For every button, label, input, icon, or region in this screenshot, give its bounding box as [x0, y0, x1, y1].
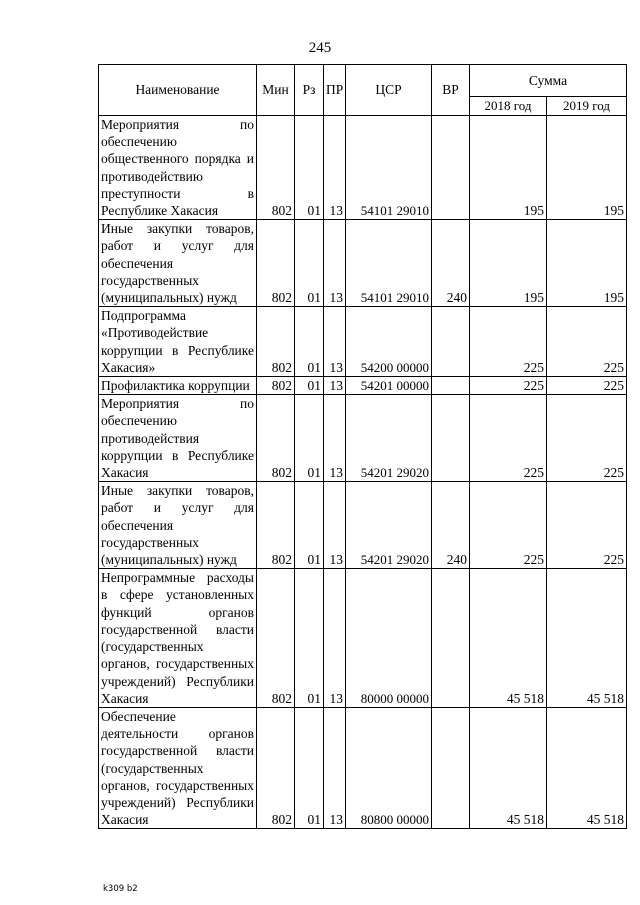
budget-table: [98, 64, 627, 829]
row-name: Мероприятия по обеспечению противодействия коррупции в Республике Хакасия: [99, 395, 257, 482]
row-min: 802: [257, 220, 295, 307]
row-pr: 13: [324, 307, 346, 377]
row-pr: 13: [324, 220, 346, 307]
row-name: Профилактика коррупции: [99, 377, 257, 395]
table-row: [99, 377, 627, 395]
row-vr: 240: [432, 482, 470, 569]
row-sum-2018: 195: [470, 116, 547, 220]
header-sum: Сумма: [470, 65, 627, 97]
row-rz: 01: [295, 569, 324, 708]
table-row: [99, 220, 627, 307]
row-csr: 54101 29010: [346, 116, 432, 220]
row-sum-2018: 225: [470, 307, 547, 377]
row-rz: 01: [295, 220, 324, 307]
table-row: [99, 395, 627, 482]
row-sum-2019: 45 518: [547, 707, 627, 828]
row-name: Подпрограмма «Противодействие коррупции в Республике Хакасия»: [99, 307, 257, 377]
row-min: 802: [257, 569, 295, 708]
page-number: 245: [308, 40, 332, 56]
row-sum-2018: 195: [470, 220, 547, 307]
row-vr: [432, 116, 470, 220]
row-sum-2019: 225: [547, 482, 627, 569]
row-pr: 13: [324, 377, 346, 395]
row-rz: 01: [295, 395, 324, 482]
row-csr: 54201 29020: [346, 482, 432, 569]
row-sum-2018: 225: [470, 482, 547, 569]
table-row: [99, 307, 627, 377]
row-csr: 80000 00000: [346, 569, 432, 708]
row-pr: 13: [324, 116, 346, 220]
row-csr: 80800 00000: [346, 707, 432, 828]
row-pr: 13: [324, 569, 346, 708]
row-vr: [432, 395, 470, 482]
header-year-2019: 2019 год: [547, 97, 627, 116]
row-rz: 01: [295, 377, 324, 395]
row-csr: 54200 00000: [346, 307, 432, 377]
row-name: Иные закупки товаров, работ и услуг для обеспечения государственных (муниципальных) нужд: [99, 220, 257, 307]
table-header-row: [99, 65, 627, 97]
row-name: Иные закупки товаров, работ и услуг для обеспечения государственных (муниципальных) нужд: [99, 482, 257, 569]
row-rz: 01: [295, 707, 324, 828]
row-min: 802: [257, 116, 295, 220]
row-sum-2018: 225: [470, 395, 547, 482]
row-vr: [432, 377, 470, 395]
table-row: [99, 707, 627, 828]
row-min: 802: [257, 307, 295, 377]
row-sum-2019: 195: [547, 116, 627, 220]
row-sum-2019: 225: [547, 395, 627, 482]
row-min: 802: [257, 707, 295, 828]
table-row: [99, 482, 627, 569]
table-row: [99, 569, 627, 708]
row-sum-2018: 225: [470, 377, 547, 395]
row-csr: 54101 29010: [346, 220, 432, 307]
row-pr: 13: [324, 707, 346, 828]
row-rz: 01: [295, 116, 324, 220]
header-rz: Рз: [295, 65, 324, 116]
row-rz: 01: [295, 482, 324, 569]
header-csr: ЦСР: [346, 65, 432, 116]
header-min: Мин: [257, 65, 295, 116]
row-vr: 240: [432, 220, 470, 307]
header-name: Наименование: [99, 65, 257, 116]
header-year-2018: 2018 год: [470, 97, 547, 116]
row-pr: 13: [324, 395, 346, 482]
row-name: Непрограммные расходы в сфере установленных функций органов государственной власти (государственных органов, государственных учреждений) Республики Хакасия: [99, 569, 257, 708]
row-sum-2019: 195: [547, 220, 627, 307]
row-name: Обеспечение деятельности органов государственной власти (государственных органов, государственных учреждений) Республики Хакасия: [99, 707, 257, 828]
row-min: 802: [257, 377, 295, 395]
row-name: Мероприятия по обеспечению общественного порядка и противодействию преступности в Республике Хакасия: [99, 116, 257, 220]
row-vr: [432, 569, 470, 708]
footer-code: k309 b2: [103, 884, 138, 894]
row-pr: 13: [324, 482, 346, 569]
row-vr: [432, 307, 470, 377]
row-sum-2019: 45 518: [547, 569, 627, 708]
table-row: [99, 116, 627, 220]
row-rz: 01: [295, 307, 324, 377]
row-vr: [432, 707, 470, 828]
header-vr: ВР: [432, 65, 470, 116]
row-sum-2018: 45 518: [470, 707, 547, 828]
row-sum-2018: 45 518: [470, 569, 547, 708]
row-min: 802: [257, 395, 295, 482]
header-pr: ПР: [324, 65, 346, 116]
row-sum-2019: 225: [547, 307, 627, 377]
row-csr: 54201 29020: [346, 395, 432, 482]
row-csr: 54201 00000: [346, 377, 432, 395]
row-min: 802: [257, 482, 295, 569]
row-sum-2019: 225: [547, 377, 627, 395]
